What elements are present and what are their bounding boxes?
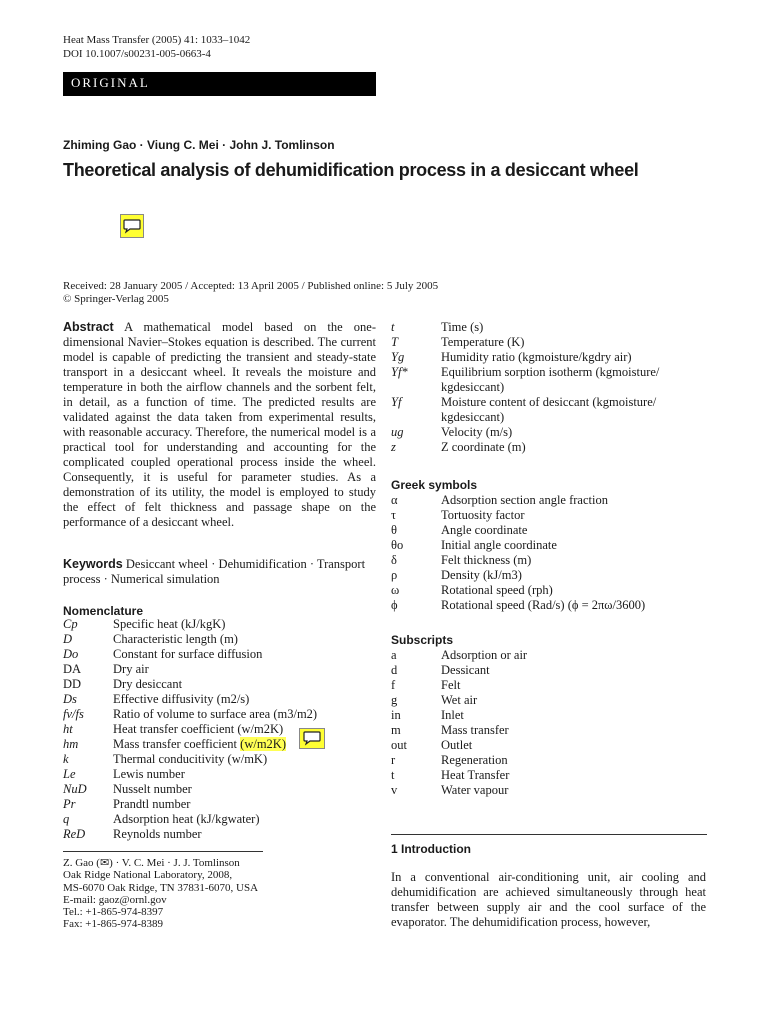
description: Dry desiccant	[113, 677, 183, 691]
symbol: ReD	[63, 827, 86, 841]
citation-line: Heat Mass Transfer (2005) 41: 1033–1042	[63, 34, 251, 46]
greek-item	[391, 598, 711, 613]
description: Initial angle coordinate	[441, 538, 557, 552]
article-type-banner	[63, 72, 376, 96]
nomenclature-item	[63, 827, 383, 842]
footnote-divider	[63, 851, 263, 852]
nomenclature-item	[63, 812, 383, 827]
description: Temperature (K)	[441, 335, 525, 349]
description: Adsorption heat (kJ/kgwater)	[113, 812, 260, 826]
symbol: d	[391, 663, 398, 677]
subscript-item	[391, 678, 711, 693]
description-continued: kgdesiccant)	[441, 410, 505, 424]
description: Tortuosity factor	[441, 508, 525, 522]
symbol: D	[63, 632, 73, 646]
subscript-item	[391, 753, 711, 768]
nomenclature-item	[391, 335, 711, 350]
comment-note-icon[interactable]	[120, 214, 144, 238]
nomenclature-item	[63, 647, 383, 662]
symbol: NuD	[63, 782, 87, 796]
description: Dessicant	[441, 663, 490, 677]
copyright-line: © Springer-Verlag 2005	[63, 293, 169, 305]
symbol: Yf	[391, 395, 402, 409]
nomenclature-item	[63, 707, 383, 722]
description: Felt thickness (m)	[441, 553, 532, 567]
banner-label: ORIGINAL	[71, 75, 150, 90]
subscript-item	[391, 693, 711, 708]
introduction-heading: 1 Introduction	[391, 842, 471, 856]
description: Z coordinate (m)	[441, 440, 526, 454]
description: Outlet	[441, 738, 473, 752]
description: Felt	[441, 678, 461, 692]
symbol: Le	[63, 767, 76, 781]
symbol: ω	[391, 583, 400, 597]
description: Wet air	[441, 693, 478, 707]
description: Heat Transfer	[441, 768, 510, 782]
subscript-item	[391, 783, 711, 798]
symbol: t	[391, 768, 395, 782]
nomenclature-item	[391, 440, 711, 455]
description: Dry air	[113, 662, 149, 676]
symbol: out	[391, 738, 407, 752]
nomenclature-item	[391, 425, 711, 440]
symbol: ht	[63, 722, 73, 736]
paper-title: Theoretical analysis of dehumidification process in a desiccant wheel	[63, 160, 639, 180]
greek-item	[391, 493, 711, 508]
description: Rotational speed (Rad/s) (ϕ = 2πω/3600)	[441, 598, 646, 612]
description: Ratio of volume to surface area (m3/m2)	[113, 707, 318, 721]
symbol: T	[391, 335, 398, 349]
description: Inlet	[441, 708, 464, 722]
nomenclature-item	[63, 617, 383, 632]
keywords-text: Desiccant wheel · Dehumidification · Transport process · Numerical simulation	[63, 557, 366, 586]
description: Regeneration	[441, 753, 508, 767]
symbol: δ	[391, 553, 397, 567]
subscripts-list	[391, 648, 711, 798]
nomenclature-item-continuation	[391, 410, 711, 425]
affiliation-line: Z. Gao (✉) · V. C. Mei · J. J. Tomlinson	[63, 857, 240, 869]
description-text: Mass transfer coefficient	[113, 737, 238, 751]
symbol: fv/fs	[63, 707, 84, 721]
description: Velocity (m/s)	[441, 425, 513, 439]
symbol: in	[391, 708, 401, 722]
author-list: Zhiming Gao · Viung C. Mei · John J. Tomlinson	[63, 138, 335, 152]
description: Density (kJ/m3)	[441, 568, 522, 582]
symbol: k	[63, 752, 69, 766]
author-affiliation	[63, 857, 258, 931]
symbol: a	[391, 648, 397, 662]
nomenclature-item	[391, 395, 711, 410]
subscript-item	[391, 708, 711, 723]
description: Adsorption or air	[441, 648, 528, 662]
description: Constant for surface diffusion	[113, 647, 263, 661]
symbol: v	[391, 783, 398, 797]
description	[113, 737, 286, 752]
description: Water vapour	[441, 783, 509, 797]
description: Specific heat (kJ/kgK)	[113, 617, 226, 631]
nomenclature-item	[63, 737, 383, 752]
journal-citation	[63, 33, 250, 61]
greek-symbols-list	[391, 493, 711, 613]
subscripts-heading: Subscripts	[391, 633, 454, 647]
description: Thermal conducitivity (w/mK)	[113, 752, 268, 766]
nomenclature-heading: Nomenclature	[63, 604, 144, 618]
description: Nusselt number	[113, 782, 192, 796]
symbol: Yf*	[391, 365, 408, 379]
symbol: α	[391, 493, 398, 507]
nomenclature-list	[63, 617, 383, 842]
nomenclature-item	[63, 662, 383, 677]
subscript-item	[391, 723, 711, 738]
dates-line: Received: 28 January 2005 / Accepted: 13 April 2005 / Published online: 5 July 2005	[63, 280, 439, 292]
affiliation-line: Tel.: +1-865-974-8397	[63, 906, 164, 919]
description: Rotational speed (rph)	[441, 583, 553, 597]
description: Angle coordinate	[441, 523, 528, 537]
nomenclature-item	[63, 782, 383, 797]
greek-item	[391, 508, 711, 523]
symbol: r	[391, 753, 396, 767]
description: Mass transfer	[441, 723, 509, 737]
nomenclature-item-continuation	[391, 380, 711, 395]
nomenclature-item	[63, 722, 383, 737]
symbol: z	[391, 440, 396, 454]
affiliation-line: E-mail: gaoz@ornl.gov	[63, 893, 167, 906]
symbol: Ds	[63, 692, 77, 706]
symbol: Pr	[63, 797, 76, 811]
nomenclature-item	[63, 677, 383, 692]
greek-item	[391, 568, 711, 583]
affiliation-line: Oak Ridge National Laboratory, 2008,	[63, 869, 233, 882]
symbol: θo	[391, 538, 404, 552]
symbol: τ	[391, 508, 397, 522]
symbol: ug	[391, 425, 404, 439]
description: Adsorption section angle fraction	[441, 493, 608, 507]
subscript-item	[391, 768, 711, 783]
description: Time (s)	[441, 320, 484, 334]
description: Effective diffusivity (m2/s)	[113, 692, 250, 706]
description: Prandtl number	[113, 797, 191, 811]
symbol: m	[391, 723, 401, 737]
greek-item	[391, 583, 711, 598]
nomenclature-item	[63, 797, 383, 812]
symbol: ϕ	[391, 598, 398, 612]
nomenclature-item	[63, 752, 383, 767]
description: Humidity ratio (kgmoisture/kgdry air)	[441, 350, 632, 364]
nomenclature-item	[391, 350, 711, 365]
description: Moisture content of desiccant (kgmoisture/	[441, 395, 657, 409]
abstract-label: Abstract	[63, 320, 114, 334]
nomenclature-item	[391, 365, 711, 380]
comment-note-icon[interactable]	[299, 728, 325, 749]
abstract	[63, 320, 376, 530]
affiliation-line: MS-6070 Oak Ridge, TN 37831-6070, USA	[63, 881, 259, 894]
nomenclature-list-continued	[391, 320, 711, 455]
description-continued: kgdesiccant)	[441, 380, 505, 394]
symbol: Do	[63, 647, 79, 661]
greek-item	[391, 553, 711, 568]
description: Heat transfer coefficient (w/m2K)	[113, 722, 284, 736]
symbol: Yg	[391, 350, 405, 364]
symbol: hm	[63, 737, 79, 751]
symbol: DD	[63, 677, 82, 691]
symbol: DA	[63, 662, 82, 676]
symbol: θ	[391, 523, 397, 537]
abstract-text: A mathematical model based on the one-dimensional Navier–Stokes equation is described. The current model is capable of predicting the transient and steady-state transport in a desiccant wheel. It reveals the moisture and temperature in both the airflow channels and the sorbent felt, in detail, as a function of time. The predicted results are validated against the data taken from experimental results, with reasonable accuracy. Therefore, the numerical model is a practical tool for understanding and accounting for the complicated coupled operational process inside the wheel. Consequently, it is useful for parameter studies. As a demonstration of its utility, the model is employed to study the effect of felt thickness and passage shape on the performance of a desiccant wheel.	[63, 320, 376, 529]
nomenclature-item	[63, 632, 383, 647]
greek-symbols-heading: Greek symbols	[391, 478, 478, 492]
description: Characteristic length (m)	[113, 632, 238, 646]
description: Reynolds number	[113, 827, 202, 841]
publication-dates	[63, 280, 438, 306]
symbol: ρ	[391, 568, 398, 582]
nomenclature-item	[391, 320, 711, 335]
symbol: t	[391, 320, 395, 334]
greek-item	[391, 538, 711, 553]
subscript-item	[391, 648, 711, 663]
symbol: f	[391, 678, 396, 692]
subscript-item	[391, 738, 711, 753]
symbol: g	[391, 693, 398, 707]
greek-item	[391, 523, 711, 538]
doi-line: DOI 10.1007/s00231-005-0663-4	[63, 48, 211, 60]
keywords-label: Keywords	[63, 557, 123, 571]
introduction-text: In a conventional air-conditioning unit, air cooling and dehumidification are achieved simultaneously through heat transfer between supply air and the cool surface of the evaporator. The dehumidification process, however,	[391, 870, 706, 929]
symbol: Cp	[63, 617, 78, 631]
section-divider	[391, 834, 707, 835]
description: Lewis number	[113, 767, 185, 781]
nomenclature-item	[63, 767, 383, 782]
keywords	[63, 557, 376, 587]
highlighted-unit[interactable]: (w/m2K)	[240, 737, 286, 751]
nomenclature-item	[63, 692, 383, 707]
subscript-item	[391, 663, 711, 678]
affiliation-line: Fax: +1-865-974-8389	[63, 918, 163, 931]
description: Equilibrium sorption isotherm (kgmoisture/	[441, 365, 660, 379]
symbol: q	[63, 812, 70, 826]
